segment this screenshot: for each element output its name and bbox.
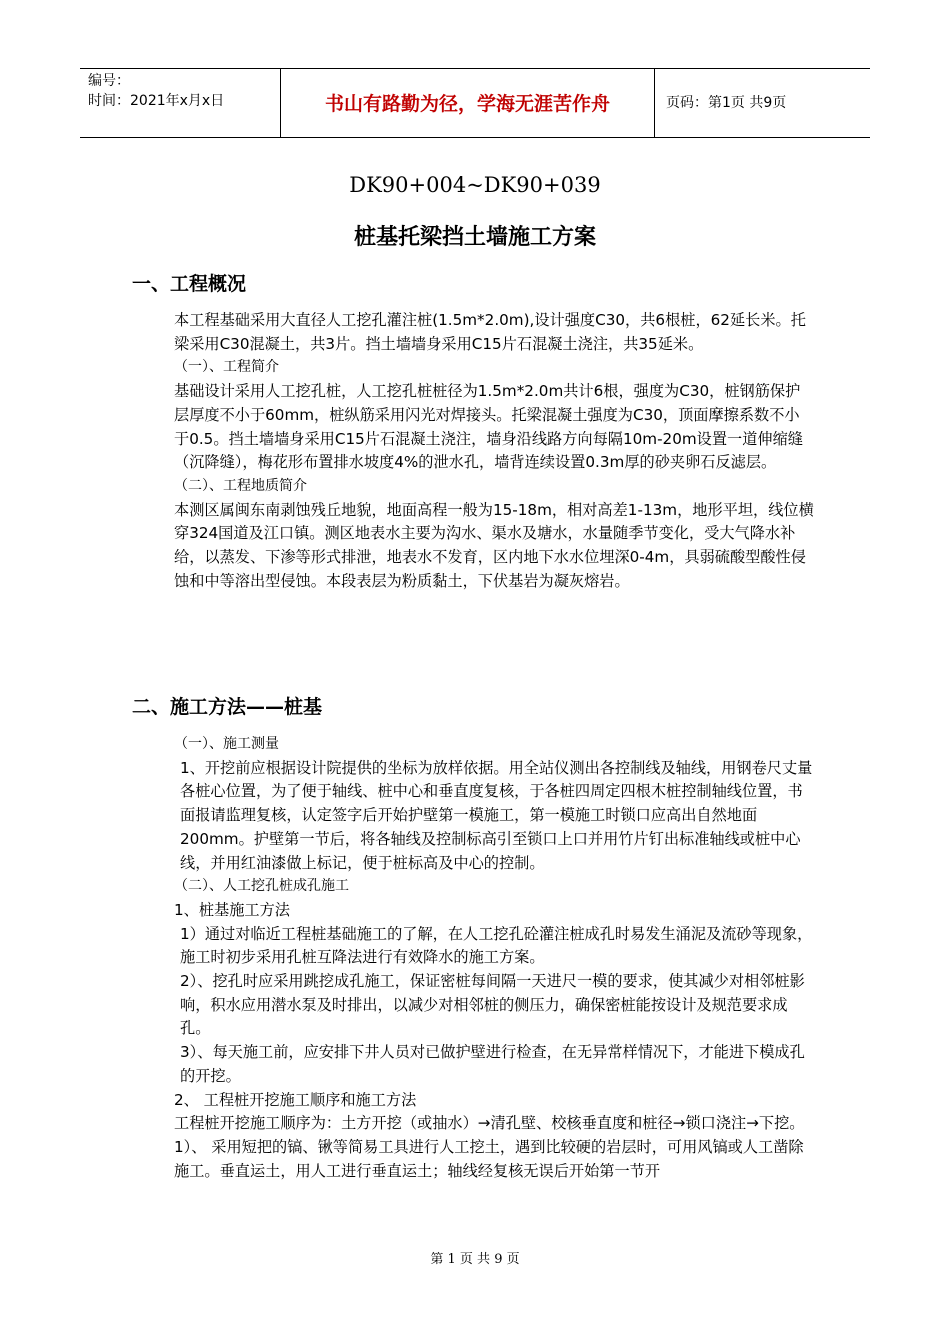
header-page-info: 页码：第1页 共9页 <box>666 95 787 111</box>
section2-item2-text: 工程桩开挖施工顺序为：土方开挖（或抽水）→清孔壁、校核垂直度和桩径→锁口浇注→下挖。 <box>174 1114 805 1133</box>
section1-sub1-title: （一）、工程简介 <box>174 359 279 376</box>
section2-item1-title: 1、桩基施工方法 <box>174 900 290 919</box>
doc-title-code: DK90+004~DK90+039 <box>349 173 601 197</box>
section2-item2-title: 2、 工程桩开挖施工顺序和施工方法 <box>174 1090 417 1109</box>
section1-intro: 本工程基础采用大直径人工挖孔灌注桩(1.5m*2.0m),设计强度C30，共6根桩，62延长米。托梁采用C30混凝土，共3片。挡土墙墙身采用C15片石混凝土浇注，共35延米。 <box>174 311 806 353</box>
doc-title: 桩基托梁挡土墙施工方案 <box>353 224 596 250</box>
section1-sub1-text: 基础设计采用人工挖孔桩，人工挖孔桩桩径为1.5m*2.0m共计6根，强度为C30，桩钢筋保护层厚度不小于60mm，桩纵筋采用闪光对焊接头。托梁混凝土强度为C30，顶面摩擦系数不小于0.5。挡土墙墙身采用C15片石混凝土浇注，墙身沿线路方向每隔10m-20m设置一道伸缩缝（沉降缝），梅花形布置排水坡度4%的泄水孔，墙背连续设置0.3m厚的砂夹卵石反滤层。 <box>174 382 803 472</box>
section2-sub1-title: （一）、施工测量 <box>174 736 279 752</box>
section2-item1-p2: 2）、挖孔时应采用跳挖成孔施工，保证密桩每间隔一天进尺一模的要求，使其减少对相邻桩影响，积水应用潜水泵及时排出，以减少对相邻桩的侧压力，确保密桩能按设计及规范要求成孔。 <box>180 972 805 1038</box>
section2-sub1-text: 1、开挖前应根据设计院提供的坐标为放样依据。用全站仪测出各控制线及轴线，用钢卷尺丈量各桩心位置，为了便于轴线、桩中心和垂直度复核，于各桩四周定四根木桩控制轴线位置，书面报请监理复核，认定签字后开始护壁第一模施工，第一模施工时锁口应高出自然地面200mm。护壁第一节后，将各轴线及控制标高引至锁口上口并用竹片钉出标准轴线或桩中心线，并用红油漆做上标记，便于桩标高及中心的控制。 <box>180 758 813 872</box>
section2-body <box>174 733 814 1183</box>
section2-item1-p3: 3）、每天施工前，应安排下井人员对已做护壁进行检查，在无异常样情况下，才能进下模成孔的开挖。 <box>180 1043 805 1085</box>
section2-sub2-title: （二）、人工挖孔桩成孔施工 <box>174 878 349 895</box>
section2-item2-p1: 1）、 采用短把的镐、锹等简易工具进行人工挖土，遇到比较硬的岩层时，可用风镐或人工凿除施工。垂直运土，用人工进行垂直运土；轴线经复核无误后开始第一节开 <box>174 1137 804 1180</box>
section2-heading: 二、施工方法——桩基 <box>132 696 323 718</box>
header-motto: 书山有路勤为径，学海无涯苦作舟 <box>324 93 610 115</box>
code-label: 编号： <box>88 73 130 89</box>
header-table <box>80 68 870 138</box>
section1-body <box>174 309 814 593</box>
section1-heading: 一、工程概况 <box>132 273 247 295</box>
section1-sub2-title: （二）、工程地质简介 <box>174 477 307 494</box>
time-label: 时间：2021年x月x日 <box>88 93 225 109</box>
section1-sub2-text: 本测区属闽东南剥蚀残丘地貌，地面高程一般为15-18m，相对高差1-13m，地形平坦，线位横穿324国道及江口镇。测区地表水主要为沟水、渠水及塘水，水量随季节变化，受大气降水补给，以蒸发、下渗等形式排泄，地表水不发育，区内地下水水位埋深0-4m，具弱硫酸型酸性侵蚀和中等溶出型侵蚀。本段表层为粉质黏土，下伏基岩为凝灰熔岩。 <box>174 500 814 590</box>
section2-item1-p1: 1）通过对临近工程桩基础施工的了解，在人工挖孔砼灌注桩成孔时易发生涌泥及流砂等现象，施工时初步采用孔桩互降法进行有效降水的施工方案。 <box>180 924 813 967</box>
page-footer: 第 1 页 共 9 页 <box>430 1252 520 1267</box>
header-meta <box>88 71 278 111</box>
header-divider <box>654 69 655 137</box>
